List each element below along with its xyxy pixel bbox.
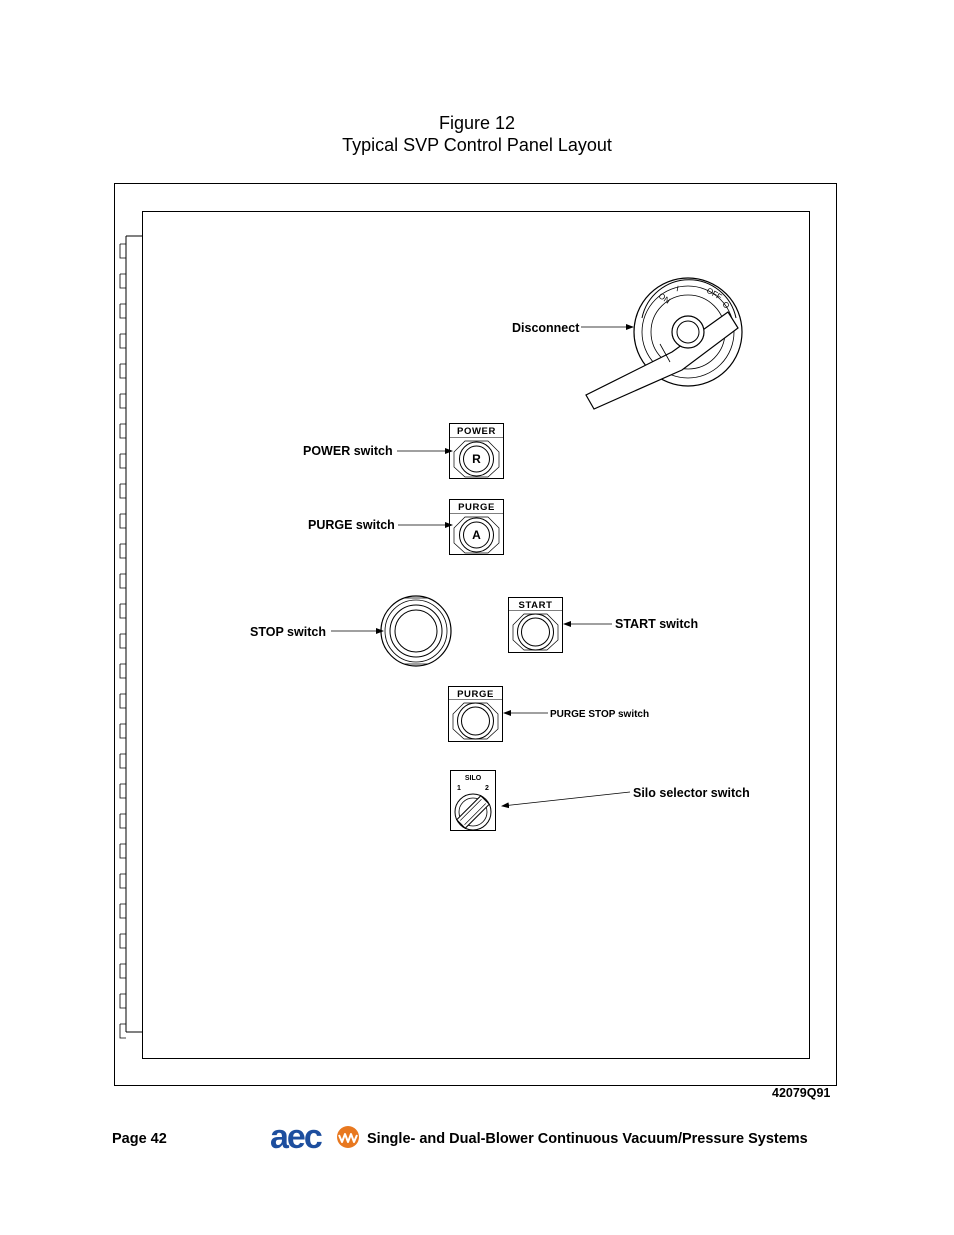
hinge-tick <box>120 574 126 588</box>
hinge-tick <box>120 634 126 648</box>
start-switch-label: START switch <box>615 617 699 631</box>
dial-on-symbol: I <box>675 284 680 294</box>
document-title: Single- and Dual-Blower Continuous Vacuum/Pressure Systems <box>367 1131 808 1147</box>
purge-stop-switch-label: PURGE STOP switch <box>550 709 650 720</box>
silo-pos1-label: 1 <box>457 785 461 792</box>
dial-off-label: OFF <box>705 285 724 302</box>
door-hinge-strip <box>120 236 142 1038</box>
purge-switch[interactable] <box>450 500 504 555</box>
hinge-tick <box>120 604 126 618</box>
power-switch[interactable] <box>450 424 504 479</box>
purge-cap-label: PURGE <box>458 502 495 513</box>
hinge-tick <box>120 724 126 738</box>
hinge-tick <box>120 994 126 1008</box>
hinge-tick <box>120 874 126 888</box>
hinge-tick <box>120 844 126 858</box>
hinge-tick <box>120 544 126 558</box>
hinge-tick <box>120 334 126 348</box>
hinge-tick <box>120 754 126 768</box>
figure-number: Figure 12 <box>438 113 516 133</box>
hinge-tick <box>120 394 126 408</box>
purge-switch-label: PURGE switch <box>308 518 395 532</box>
hinge-tick <box>120 964 126 978</box>
stop-switch[interactable] <box>381 596 451 666</box>
hinge-tick <box>120 244 126 258</box>
hinge-tick <box>120 784 126 798</box>
silo-pos2-label: 2 <box>485 785 489 792</box>
power-cap-label: POWER <box>457 426 496 437</box>
hinge-tick <box>120 694 126 708</box>
hinge-tick <box>120 454 126 468</box>
hinge-tick <box>120 1024 126 1038</box>
purge-letter: A <box>472 528 481 542</box>
purge-stop-cap-label: PURGE <box>457 689 494 700</box>
stop-switch-label: STOP switch <box>250 625 326 639</box>
start-switch[interactable] <box>509 598 563 653</box>
start-cap-label: START <box>518 600 553 611</box>
hinge-tick <box>120 274 126 288</box>
logo-wordmark: aec <box>270 1120 321 1152</box>
page-number: Page 42 <box>112 1131 167 1147</box>
drawing-code: 42079Q91 <box>772 1086 831 1100</box>
dial-off-symbol: O <box>720 299 732 311</box>
hinge-tick <box>120 814 126 828</box>
aec-logo <box>270 1120 362 1152</box>
disconnect-switch[interactable] <box>586 278 742 409</box>
dial-on-label: ON <box>656 291 672 306</box>
figure-title: Typical SVP Control Panel Layout <box>342 135 612 155</box>
hinge-tick <box>120 424 126 438</box>
disconnect-label: Disconnect <box>512 321 580 335</box>
silo-selector-switch[interactable] <box>451 771 496 831</box>
silo-cap-label: SILO <box>464 775 482 782</box>
hinge-tick <box>120 484 126 498</box>
hinge-tick <box>120 364 126 378</box>
power-letter: R <box>472 452 481 466</box>
hinge-tick <box>120 304 126 318</box>
power-switch-label: POWER switch <box>303 444 393 458</box>
hinge-tick <box>120 904 126 918</box>
hinge-tick <box>120 664 126 678</box>
purge-stop-switch[interactable] <box>449 687 503 742</box>
hinge-tick <box>120 934 126 948</box>
silo-selector-switch-label: Silo selector switch <box>633 786 750 800</box>
hinge-tick <box>120 514 126 528</box>
